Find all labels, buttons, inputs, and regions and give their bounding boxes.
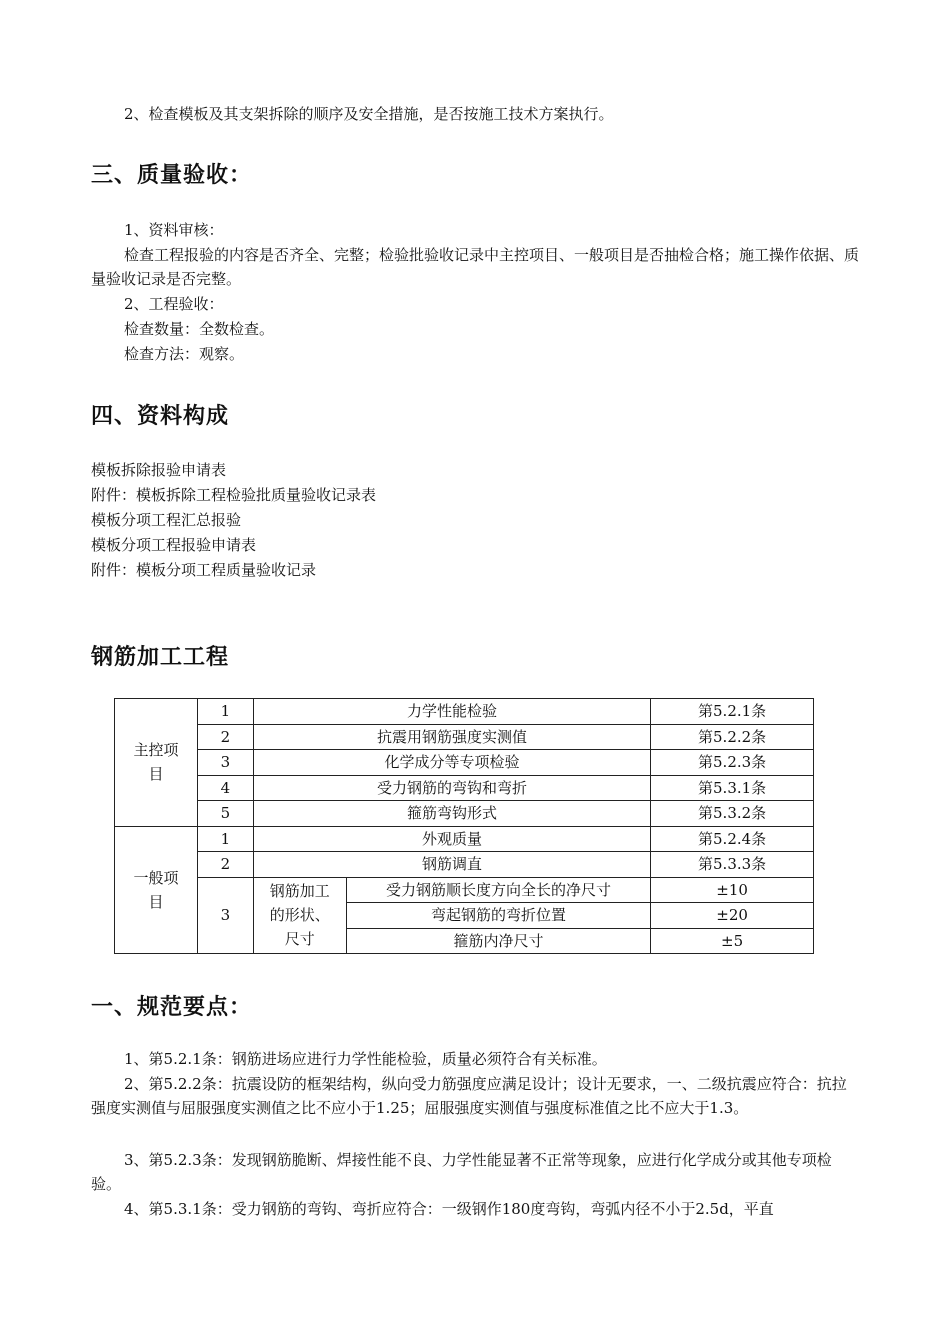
row-no: 5	[197, 801, 253, 827]
row-value: ±20	[651, 903, 814, 929]
category-main-label: 主控项目	[133, 741, 179, 784]
section1-p2: 2、第5.2.2条：抗震设防的框架结构，纵向受力筋强度应满足设计；设计无要求，一、二级抗震应符合：抗拉强度实测值与屈服强度实测值之比不应小于1.25；屈服强度实测值与强度标准值之比不应大于1.3。	[91, 1075, 847, 1117]
row-value: ±5	[651, 928, 814, 954]
row-item: 外观质量	[253, 826, 650, 852]
row-item: 钢筋调直	[253, 852, 650, 878]
table-row	[115, 775, 814, 801]
row-item: 箍筋弯钩形式	[253, 801, 650, 827]
row-ref: 第5.2.4条	[651, 826, 814, 852]
section4-item: 模板分项工程报验申请表	[91, 536, 257, 554]
section3-item1-title: 1、资料审核：	[124, 221, 224, 239]
row-item: 箍筋内净尺寸	[346, 928, 650, 954]
row-item: 受力钢筋顺长度方向全长的净尺寸	[346, 877, 650, 903]
category-general	[115, 826, 198, 954]
row-item: 受力钢筋的弯钩和弯折	[253, 775, 650, 801]
section1-heading: 一、规范要点：	[91, 995, 253, 1020]
category-main	[115, 699, 198, 827]
row-group	[253, 877, 346, 954]
row-no: 1	[197, 826, 253, 852]
section1-p1: 1、第5.2.1条：钢筋进场应进行力学性能检验，质量必须符合有关标准。	[124, 1050, 607, 1068]
row-item: 抗震用钢筋强度实测值	[253, 724, 650, 750]
section3-heading: 三、质量验收：	[91, 163, 253, 188]
section4-item: 附件：模板拆除工程检验批质量验收记录表	[91, 486, 377, 504]
row-no: 2	[197, 852, 253, 878]
row-ref: 第5.3.3条	[651, 852, 814, 878]
table-row	[115, 699, 814, 725]
section3-item1-text: 检查工程报验的内容是否齐全、完整；检验批验收记录中主控项目、一般项目是否抽检合格；施工操作依据、质量验收记录是否完整。	[91, 246, 860, 288]
table-row	[115, 724, 814, 750]
row-no: 4	[197, 775, 253, 801]
row-ref: 第5.3.1条	[651, 775, 814, 801]
row-no: 3	[197, 877, 253, 954]
table-row	[115, 877, 814, 903]
table-row	[115, 801, 814, 827]
section3-item2-title: 2、工程验收：	[124, 295, 224, 313]
rebar-inspection-table	[114, 698, 814, 954]
row-ref: 第5.3.2条	[651, 801, 814, 827]
row-value: ±10	[651, 877, 814, 903]
section4-item: 模板分项工程汇总报验	[91, 511, 242, 529]
category-general-label: 一般项目	[133, 868, 179, 911]
section1-p4: 4、第5.3.1条：受力钢筋的弯钩、弯折应符合：一级钢作180度弯钩，弯弧内径不小于2.5d，平直	[124, 1200, 774, 1218]
row-item: 力学性能检验	[253, 699, 650, 725]
row-no: 3	[197, 750, 253, 776]
section4-item: 附件：模板分项工程质量验收记录	[91, 561, 317, 579]
table-row	[115, 852, 814, 878]
row-ref: 第5.2.1条	[651, 699, 814, 725]
section1-p3: 3、第5.2.3条：发现钢筋脆断、焊接性能不良、力学性能显著不正常等现象，应进行化学成分或其他专项检验。	[91, 1151, 832, 1193]
row-item: 化学成分等专项检验	[253, 750, 650, 776]
section3-item2-qty: 检查数量：全数检查。	[124, 320, 275, 338]
section3-item2-method: 检查方法：观察。	[124, 345, 245, 363]
table-row	[115, 750, 814, 776]
intro-line: 2、检查模板及其支架拆除的顺序及安全措施，是否按施工技术方案执行。	[124, 105, 614, 123]
section4-heading: 四、资料构成	[91, 404, 230, 429]
row-ref: 第5.2.2条	[651, 724, 814, 750]
row-item: 弯起钢筋的弯折位置	[346, 903, 650, 929]
table-row	[115, 826, 814, 852]
row-no: 2	[197, 724, 253, 750]
rebar-heading: 钢筋加工工程	[91, 645, 230, 670]
row-ref: 第5.2.3条	[651, 750, 814, 776]
row-group-label: 钢筋加工的形状、尺寸	[269, 882, 330, 949]
section4-item: 模板拆除报验申请表	[91, 461, 227, 479]
row-no: 1	[197, 699, 253, 725]
